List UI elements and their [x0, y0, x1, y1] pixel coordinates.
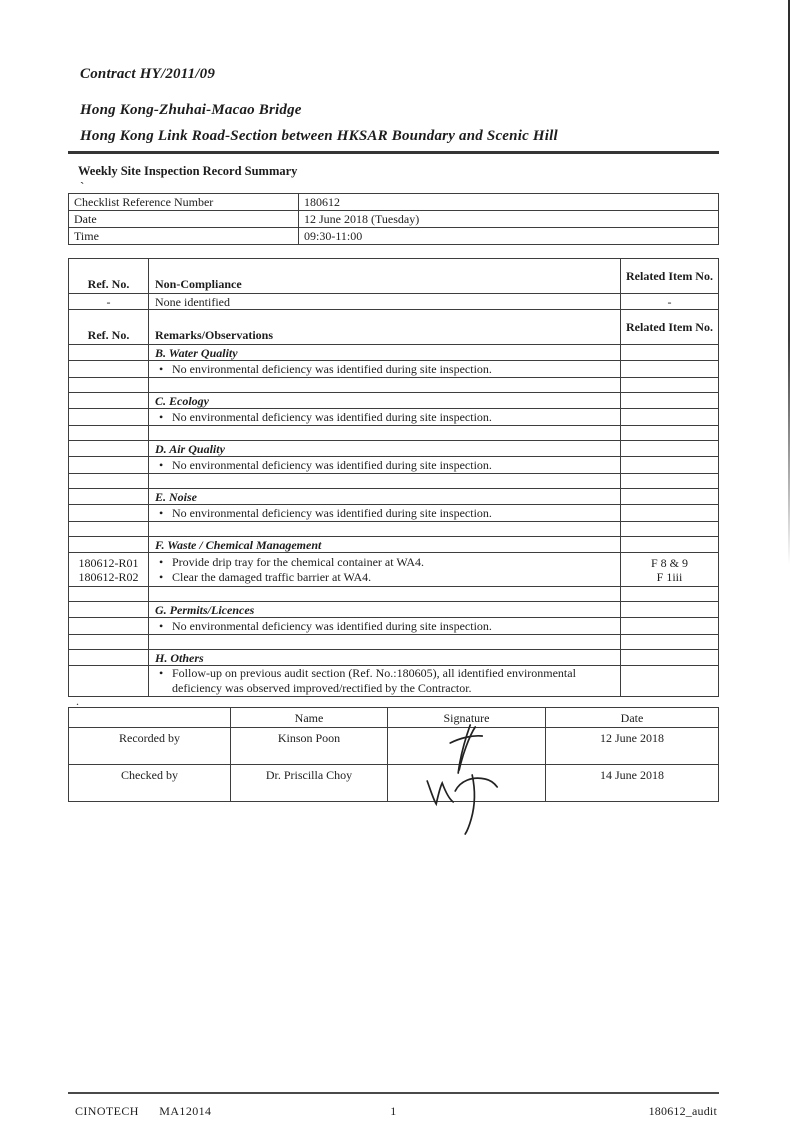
checklist-info-table: [68, 193, 719, 245]
section-title: D. Air Quality: [149, 441, 621, 457]
section-item-row: [69, 553, 719, 587]
section-title: E. Noise: [149, 489, 621, 505]
scan-edge-artifact: [788, 0, 790, 565]
signoff-date: 12 June 2018: [546, 728, 719, 765]
info-value: 180612: [299, 194, 719, 211]
page-footer: [68, 1092, 719, 1120]
item-cell: [149, 505, 621, 522]
signoff-header-name: Name: [231, 708, 388, 728]
item-ref: [69, 393, 149, 409]
item-related: [621, 618, 719, 635]
item-ref: 180612-R02: [78, 569, 139, 584]
bullet-item: • Provide drip tray for the chemical container at WA4.: [155, 555, 616, 570]
signoff-name: Kinson Poon: [231, 728, 388, 765]
info-row: [69, 194, 719, 211]
non-compliance-header-row: [69, 259, 719, 294]
item-related: [621, 345, 719, 361]
empty-row: [69, 522, 719, 537]
section-title: H. Others: [149, 650, 621, 666]
project-title-line1: Hong Kong-Zhuhai-Macao Bridge: [80, 102, 302, 118]
header-rule: [68, 151, 719, 154]
remarks-header-row: [69, 310, 719, 345]
section-title: F. Waste / Chemical Management: [149, 537, 621, 553]
inspection-table: [68, 258, 719, 697]
item-related: [621, 505, 719, 522]
item-related: [621, 666, 719, 697]
footer-company: CINOTECH: [75, 1104, 139, 1118]
record-title: Weekly Site Inspection Record Summary: [78, 164, 298, 178]
info-label: Checklist Reference Number: [69, 194, 299, 211]
item-related: -: [621, 294, 719, 310]
empty-row: [69, 378, 719, 393]
footer-row: [68, 1104, 719, 1120]
empty-row: [69, 426, 719, 441]
item-ref: [69, 666, 149, 697]
signoff-row-checked: [69, 765, 719, 802]
footer-page-number: 1: [390, 1104, 397, 1118]
item-ref: [69, 409, 149, 426]
section-title: C. Ecology: [149, 393, 621, 409]
section-title-row: [69, 537, 719, 553]
item-cell: [149, 457, 621, 474]
bullet-item: • No environmental deficiency was identified during site inspection.: [155, 506, 616, 521]
ref-no-header: Ref. No.: [69, 259, 149, 294]
item-related-stack: [621, 553, 719, 587]
scan-dot-mark: .: [76, 694, 79, 708]
signoff-role: Checked by: [69, 765, 231, 802]
bullet-item: • Clear the damaged traffic barrier at WA4.: [155, 570, 616, 585]
item-related: [621, 537, 719, 553]
item-cell: [149, 361, 621, 378]
item-related: [621, 409, 719, 426]
ref-no-header: Ref. No.: [69, 310, 149, 345]
section-item-row: [69, 361, 719, 378]
item-related: [621, 489, 719, 505]
item-cell: [149, 409, 621, 426]
section-title: B. Water Quality: [149, 345, 621, 361]
item-ref: [69, 345, 149, 361]
info-row: [69, 228, 719, 245]
info-label: Date: [69, 211, 299, 228]
footer-left: [75, 1104, 211, 1119]
related-item-header: Related Item No.: [621, 310, 719, 345]
scan-tick-mark: `: [80, 179, 85, 194]
empty-row: [69, 635, 719, 650]
item-ref: -: [69, 294, 149, 310]
signoff-row-recorded: [69, 728, 719, 765]
project-title-line2: Hong Kong Link Road-Section between HKSAR Boundary and Scenic Hill: [80, 128, 558, 144]
signoff-signature-cell: [388, 765, 546, 802]
signoff-role: Recorded by: [69, 728, 231, 765]
non-compliance-header: Non-Compliance: [149, 259, 621, 294]
document-header: [80, 66, 558, 145]
related-item-header: Related Item No.: [621, 259, 719, 294]
signoff-header-signature: Signature: [388, 708, 546, 728]
signoff-date: 14 June 2018: [546, 765, 719, 802]
section-item-row: [69, 457, 719, 474]
item-ref: [69, 537, 149, 553]
bullet-item: • No environmental deficiency was identified during site inspection.: [155, 362, 616, 377]
signoff-header-date: Date: [546, 708, 719, 728]
non-compliance-row: [69, 294, 719, 310]
footer-rule: [68, 1092, 719, 1094]
info-value: 12 June 2018 (Tuesday): [299, 211, 719, 228]
contract-number: Contract HY/2011/09: [80, 66, 216, 82]
item-ref: [69, 618, 149, 635]
remarks-header: Remarks/Observations: [149, 310, 621, 345]
item-ref: [69, 489, 149, 505]
non-compliance-text: None identified: [149, 294, 621, 310]
item-ref: [69, 361, 149, 378]
signoff-name: Dr. Priscilla Choy: [231, 765, 388, 802]
signoff-signature-cell: [388, 728, 546, 765]
section-title-row: [69, 602, 719, 618]
item-related: [621, 602, 719, 618]
item-ref: [69, 441, 149, 457]
section-title: G. Permits/Licences: [149, 602, 621, 618]
section-title-row: [69, 650, 719, 666]
signoff-header-blank: [69, 708, 231, 728]
section-title-row: [69, 441, 719, 457]
footer-doc-code: MA12014: [159, 1104, 212, 1118]
section-title-row: [69, 393, 719, 409]
signoff-header-row: [69, 708, 719, 728]
item-ref: [69, 505, 149, 522]
item-ref: [69, 457, 149, 474]
section-title-row: [69, 489, 719, 505]
item-cell: [149, 618, 621, 635]
info-row: [69, 211, 719, 228]
item-related: [621, 650, 719, 666]
item-related: F 1iii: [656, 569, 683, 584]
section-item-row: [69, 505, 719, 522]
item-ref: [69, 650, 149, 666]
section-item-row: [69, 618, 719, 635]
signature-scribble-checked-icon: [425, 767, 501, 835]
item-ref: [69, 602, 149, 618]
info-label: Time: [69, 228, 299, 245]
item-cell: [149, 666, 621, 697]
footer-file-ref: 180612_audit: [648, 1104, 717, 1118]
section-item-row: [69, 666, 719, 697]
item-ref-stack: [69, 553, 149, 587]
item-related: [621, 457, 719, 474]
item-ref: 180612-R01: [78, 555, 139, 570]
empty-row: [69, 587, 719, 602]
bullet-item: • No environmental deficiency was identified during site inspection.: [155, 410, 616, 425]
item-cell: [149, 553, 621, 587]
item-related: [621, 393, 719, 409]
signoff-table: [68, 707, 719, 802]
bullet-item: • No environmental deficiency was identified during site inspection.: [155, 458, 616, 473]
item-related: [621, 361, 719, 378]
bullet-item: • No environmental deficiency was identified during site inspection.: [155, 619, 616, 634]
empty-row: [69, 474, 719, 489]
section-item-row: [69, 409, 719, 426]
section-title-row: [69, 345, 719, 361]
bullet-item: • Follow-up on previous audit section (Ref. No.:180605), all identified environmental deficiency was observed improved/rectified by the Contractor.: [155, 666, 616, 696]
item-related: F 8 & 9: [650, 555, 688, 570]
item-related: [621, 441, 719, 457]
info-value: 09:30-11:00: [299, 228, 719, 245]
